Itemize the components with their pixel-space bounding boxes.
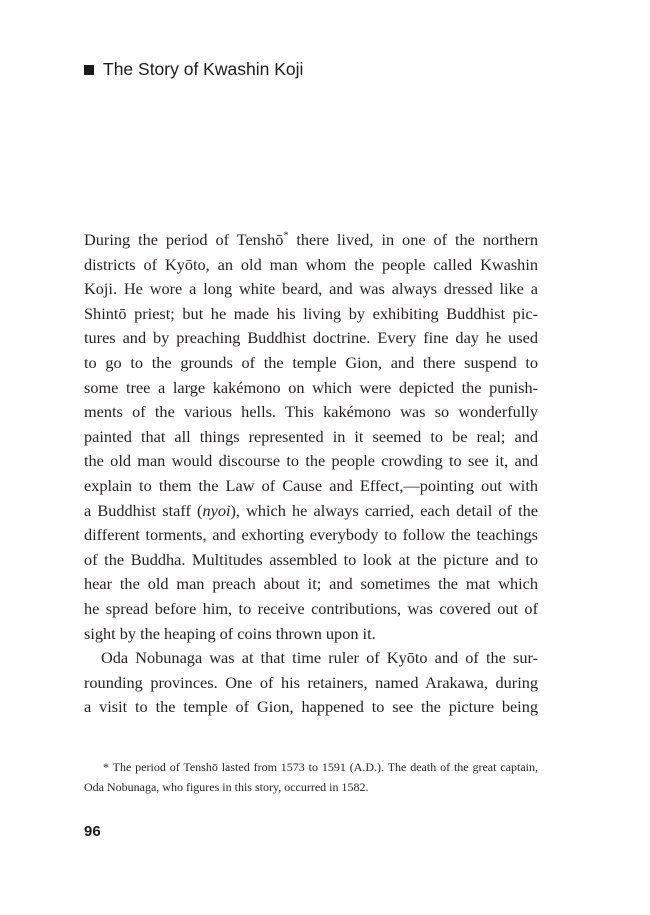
text-line: sight by the heaping of coins thrown upon it. (84, 623, 376, 643)
text-line: different torments, and exhorting everybody to follow the teachings (84, 525, 538, 545)
text-line: explain to them the Law of Cause and Effect,—pointing out with (84, 475, 538, 495)
running-header (84, 59, 303, 80)
square-bullet-icon (84, 65, 94, 75)
text-line: some tree a large kakémono on which were depicted the punish- (84, 377, 538, 397)
text-line: painted that all things represented in it seemed to be real; and (84, 426, 538, 446)
footnote-line: * The period of Tenshō lasted from 1573 to 1591 (A.D.). The death of the great captain, (103, 760, 538, 774)
footnote (84, 757, 538, 797)
text-line: rounding provinces. One of his retainers, named Arakawa, during (84, 672, 538, 692)
text-line: tures and by preaching Buddhist doctrine. Every fine day he used (84, 328, 538, 348)
italic-term: nyoi (202, 500, 231, 520)
body-text (84, 228, 538, 720)
text-line: to go to the grounds of the temple Gion, and there suspend to (84, 352, 538, 372)
text-line: Shintō priest; but he made his living by exhibiting Buddhist pic- (84, 303, 538, 323)
footnote-line: Oda Nobunaga, who figures in this story, occurred in 1582. (84, 780, 369, 794)
text-line: During the period of Tenshō* there lived, in one of the northern (84, 230, 539, 249)
text-line: districts of Kyōto, an old man whom the people called Kwashin (84, 254, 538, 274)
text-line: the old man would discourse to the people crowding to see it, and (84, 451, 538, 471)
text-line: of the Buddha. Multitudes assembled to look at the picture and to (84, 549, 538, 569)
text-line: he spread before him, to receive contributions, was covered out of (84, 598, 538, 618)
footnote-marker: * (283, 230, 289, 242)
text-line: ments of the various hells. This kakémono was so wonderfully (84, 402, 538, 422)
header-title: The Story of Kwashin Koji (103, 59, 304, 79)
page-number: 96 (84, 823, 101, 840)
text-line: Koji. He wore a long white beard, and was always dressed like a (84, 279, 538, 299)
text-line: hear the old man preach about it; and sometimes the mat which (84, 574, 538, 594)
text-line: a visit to the temple of Gion, happened to see the picture being (84, 697, 538, 717)
text-line: a Buddhist staff (nyoi), which he always carried, each detail of the (84, 500, 538, 520)
text-line: Oda Nobunaga was at that time ruler of Kyōto and of the sur- (101, 648, 538, 668)
